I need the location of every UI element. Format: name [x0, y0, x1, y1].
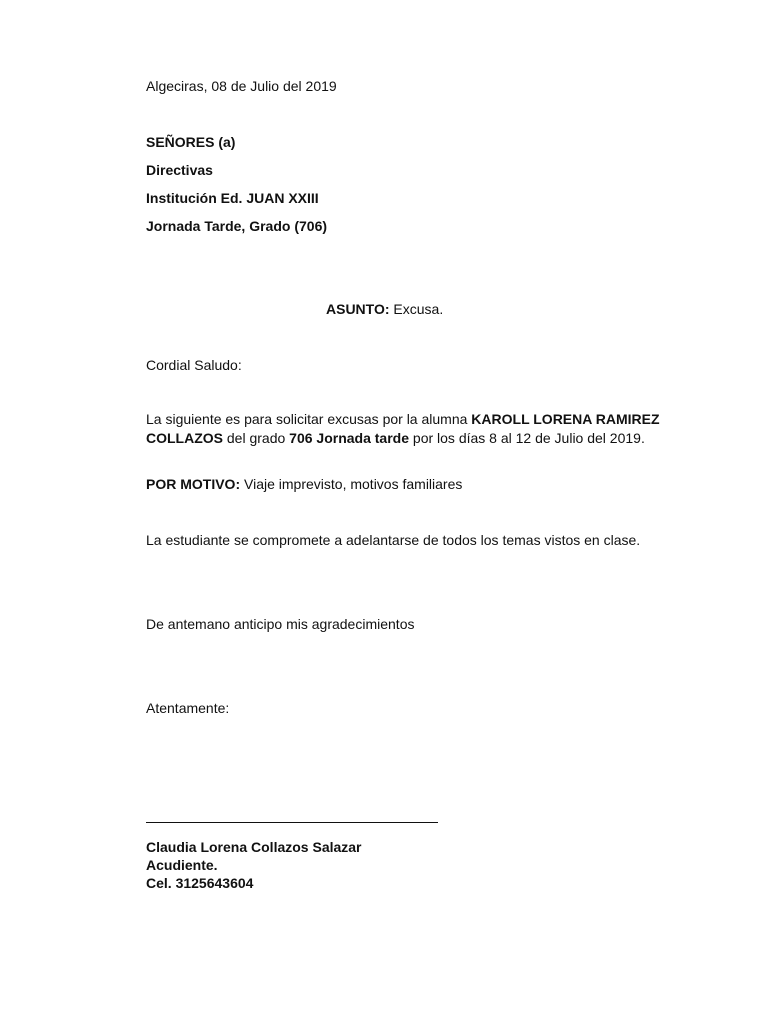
- recipient-line-4: Jornada Tarde, Grado (706): [146, 218, 328, 234]
- request-text-2: del grado: [223, 430, 290, 446]
- recipient-line-2: Directivas: [146, 162, 213, 178]
- body-paragraph-request: [146, 410, 686, 448]
- motive-label: POR MOTIVO:: [146, 476, 241, 492]
- request-text-3: por los días 8 al 12 de Julio del 2019.: [409, 430, 645, 446]
- signature-role: Acudiente.: [146, 857, 218, 873]
- motive-value: Viaje imprevisto, motivos familiares: [240, 476, 463, 492]
- greeting: Cordial Saludo:: [146, 357, 242, 373]
- closing: Atentamente:: [146, 700, 230, 716]
- request-text-1: La siguiente es para solicitar excusas por la alumna: [146, 411, 472, 427]
- recipient-line-3: Institución Ed. JUAN XXIII: [146, 190, 319, 206]
- motive: [146, 475, 462, 493]
- student-name: KAROLL LORENA RAMIREZ COLLAZOS: [146, 411, 660, 446]
- subject: [326, 300, 443, 318]
- signature-line: [146, 822, 438, 823]
- commitment-text: La estudiante se compromete a adelantarse de todos los temas vistos en clase.: [146, 532, 641, 548]
- subject-label: ASUNTO:: [326, 301, 390, 317]
- subject-value: Excusa.: [393, 301, 444, 317]
- signature-phone: Cel. 3125643604: [146, 875, 254, 891]
- place-date: Algeciras, 08 de Julio del 2019: [146, 78, 337, 94]
- signature-name: Claudia Lorena Collazos Salazar: [146, 839, 362, 855]
- recipient-line-1: SEÑORES (a): [146, 134, 236, 150]
- student-grade: 706 Jornada tarde: [289, 430, 410, 446]
- thanks-text: De antemano anticipo mis agradecimientos: [146, 616, 415, 632]
